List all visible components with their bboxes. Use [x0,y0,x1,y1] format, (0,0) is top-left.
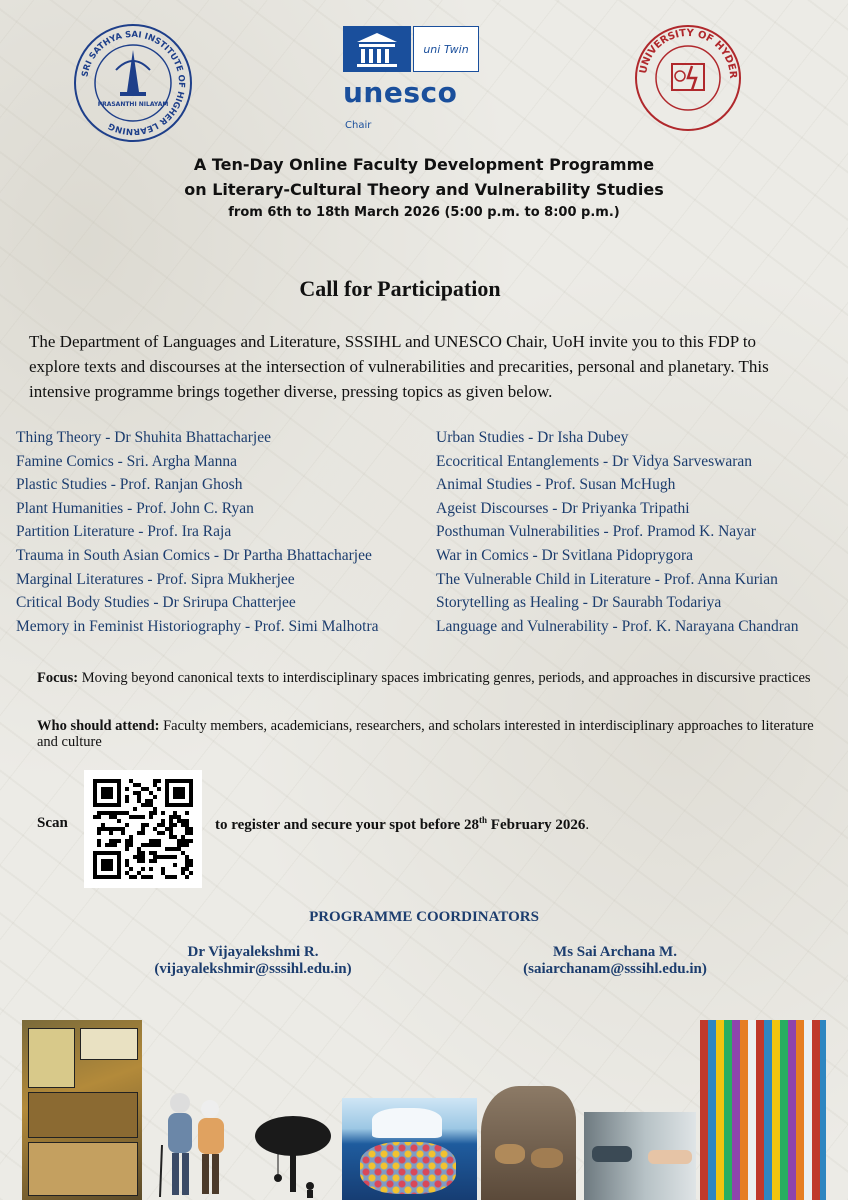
topic-item: Ecocritical Entanglements - Dr Vidya Sarveswaran [436,452,752,470]
topic-item: Trauma in South Asian Comics - Dr Partha Bhattacharjee [16,546,372,564]
focus-paragraph [37,670,827,686]
topic-item: Urban Studies - Dr Isha Dubey [436,429,629,446]
topic-item: Plastic Studies - Prof. Ranjan Ghosh [16,476,243,494]
topic-item: The Vulnerable Child in Literature - Prof. Anna Kurian [436,570,778,588]
topic-item: Thing Theory - Dr Shuhita Bhattacharjee [16,429,271,446]
unesco-chair-label: Chair [345,120,372,131]
topic-item: Partition Literature - Prof. Ira Raja [16,523,232,541]
attend-label: Who should attend: [37,718,160,734]
elderly-couple-image [150,1085,240,1200]
topic-item: War in Comics - Dr Svitlana Pidoprygora [436,546,694,564]
focus-text: Moving beyond canonical texts to interdisciplinary spaces imbricating genres, periods, and approaches in discursive practices [78,670,811,686]
topic-item: Language and Vulnerability - Prof. K. Narayana Chandran [436,617,799,635]
unesco-temple-icon [343,26,411,72]
topics-list-left [16,426,416,638]
coordinators-heading: PROGRAMME COORDINATORS [309,909,539,925]
topic-item: Plant Humanities - Prof. John C. Ryan [16,499,254,517]
who-should-attend-paragraph [37,718,827,750]
register-text: to register and secure your spot before 28 [215,817,480,833]
tree-silhouette-image [248,1112,338,1200]
register-instruction [215,815,589,834]
register-text-end: February 2026 [487,817,586,833]
unesco-wordmark: unesco [343,76,458,109]
topic-item: Ageist Discourses - Dr Priyanka Tripathi [436,499,690,517]
topic-item: Famine Comics - Sri. Argha Manna [16,452,237,470]
unitwin-logo: uni Twin [413,26,479,72]
qr-code-icon [93,779,193,879]
sssihl-ring-text: SRI SATHYA SAI INSTITUTE OF HIGHER LEARNING [80,29,187,137]
coordinator-name: Dr Vijayalekshmi R. [187,944,319,960]
topic-item: Animal Studies - Prof. Susan McHugh [436,476,676,494]
coordinator-card [128,944,378,978]
svg-text:UNIVERSITY OF HYDERABAD [634,24,738,79]
comic-panel-image [22,1020,142,1200]
scan-label: Scan [37,815,68,831]
colorful-combs-image [700,1020,826,1200]
intro-paragraph: The Department of Languages and Literature, SSSIHL and UNESCO Chair, UoH invite you to this FDP to explore texts and discourses at the intersection of vulnerabilities and precarities, personal and planetary. This intensive programme brings together diverse, pressing topics as given below. [29,332,769,401]
programme-dates: from 6th to 18th March 2026 (5:00 p.m. to 8:00 p.m.) [228,205,620,220]
attend-text: Faculty members, academicians, researchers, and scholars interested in interdisciplinary approaches to literature and culture [37,718,814,750]
topic-item: Marginal Literatures - Prof. Sipra Mukherjee [16,570,295,588]
university-of-hyderabad-logo [634,24,742,132]
topic-item: Critical Body Studies - Dr Srirupa Chatterjee [16,594,296,612]
topics-list-right [436,426,846,638]
sssihl-logo [72,22,194,144]
coordinator-email[interactable]: (saiarchanam@sssihl.edu.in) [523,961,707,977]
focus-label: Focus: [37,670,79,686]
call-for-participation-heading: Call for Participation [299,276,501,301]
coordinator-email[interactable]: (vijayalekshmir@sssihl.edu.in) [154,961,352,977]
register-date-suffix: th [479,815,488,825]
unesco-chair-logo [343,26,479,136]
topic-item: Posthuman Vulnerabilities - Prof. Pramod K. Nayar [436,523,756,541]
topic-item: Storytelling as Healing - Dr Saurabh Todariya [436,594,722,612]
uoh-ring-text: UNIVERSITY OF HYDER [638,27,739,79]
register-period: . [585,817,590,833]
topic-item: Memory in Feminist Historiography - Prof. Simi Malhotra [16,617,379,635]
registration-qr-code[interactable] [84,770,202,888]
ocean-plastic-iceberg-image [342,1098,477,1200]
sssihl-sub-text: PRASANTHI NILAYAM [97,101,169,108]
deer-animals-image [481,1086,576,1200]
programme-subtitle: on Literary-Cultural Theory and Vulnerability Studies [184,180,664,199]
coordinator-card [480,944,750,978]
programme-title: A Ten-Day Online Faculty Development Programme [193,155,655,174]
coordinator-name: Ms Sai Archana M. [553,944,677,960]
robot-human-hands-image [584,1112,696,1200]
